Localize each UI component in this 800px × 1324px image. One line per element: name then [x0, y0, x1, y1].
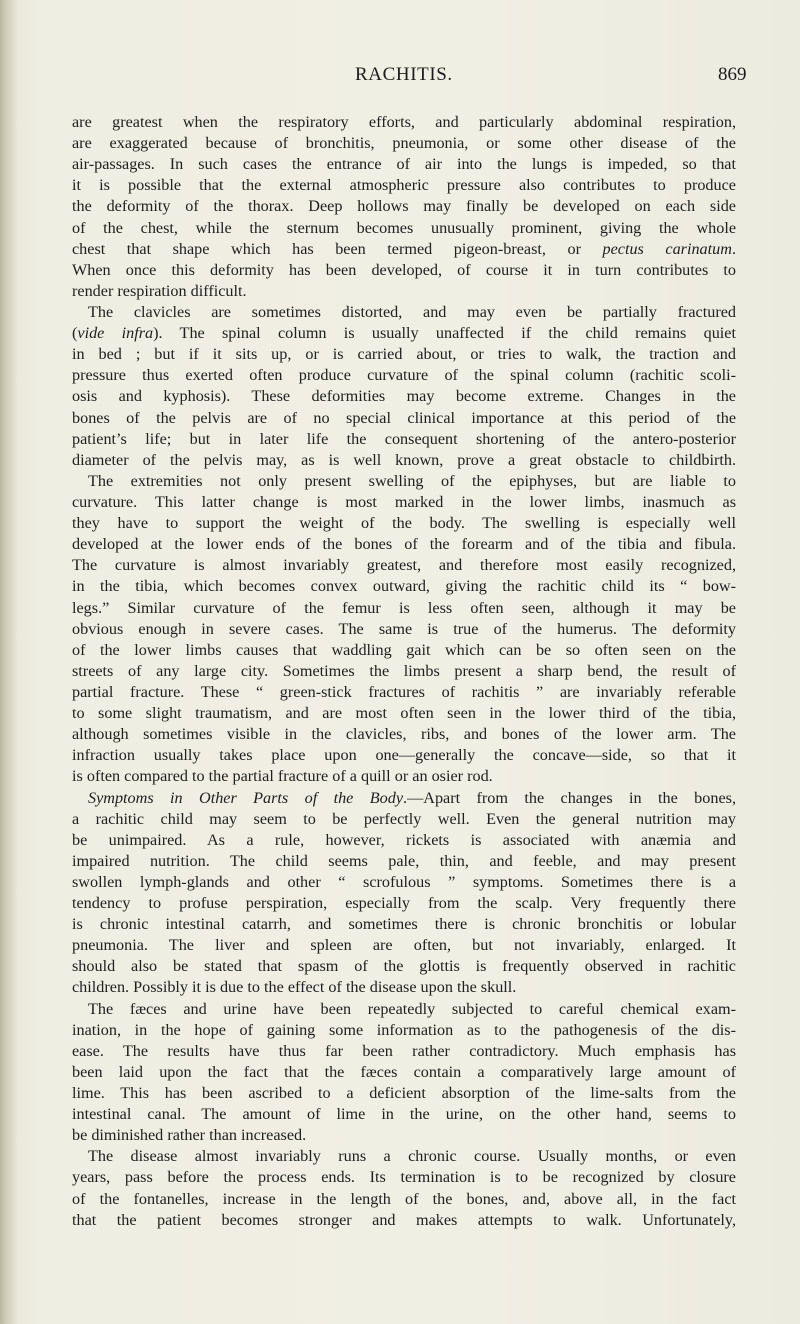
- text-line: in bed ; but if it sits up, or is carried about, or tries to walk, the traction and: [72, 345, 736, 364]
- text-line: obvious enough in severe cases. The same is true of the humerus. The deformity: [72, 619, 736, 638]
- text-line: although sometimes visible in the clavicles, ribs, and bones of the lower arm. The: [72, 725, 736, 744]
- binding-shadow: [0, 0, 18, 1324]
- text-line: pressure thus exerted often produce curvature of the spinal column (rachitic scoli-: [72, 366, 736, 385]
- text-line: developed at the lower ends of the bones of the forearm and of the tibia and fibula.: [72, 535, 736, 554]
- text-line: intestinal canal. The amount of lime in the urine, on the other hand, seems to: [72, 1105, 736, 1124]
- text-line: air-passages. In such cases the entrance of air into the lungs is impeded, so that: [72, 155, 736, 174]
- text-line: patient’s life; but in later life the consequent shortening of the antero-posterior: [72, 429, 736, 448]
- text-line: to some slight traumatism, and are most often seen in the lower third of the tibia,: [72, 704, 736, 723]
- text-line: years, pass before the process ends. Its termination is to be recognized by closure: [72, 1168, 736, 1187]
- text-line: The fæces and urine have been repeatedly subjected to careful chemical exam-: [88, 999, 736, 1018]
- text-line: bones of the pelvis are of no special clinical importance at this period of the: [72, 408, 736, 427]
- text-line: The clavicles are sometimes distorted, and may even be partially fractured: [88, 302, 736, 321]
- text-line: should also be stated that spasm of the glottis is frequently observed in rachitic: [72, 957, 736, 976]
- text-line: children. Possibly it is due to the effect of the disease upon the skull.: [72, 978, 517, 997]
- text-line: of the chest, while the sternum becomes unusually prominent, giving the whole: [72, 218, 736, 237]
- text-line: ease. The results have thus far been rather contradictory. Much emphasis has: [72, 1041, 736, 1060]
- text-line: it is possible that the external atmospheric pressure also contributes to produce: [72, 176, 736, 195]
- text-line: The curvature is almost invariably greatest, and therefore most easily recognized,: [72, 556, 736, 575]
- text-line: When once this deformity has been developed, of course it in turn contributes to: [72, 260, 736, 279]
- text-line: (vide infra). The spinal column is usually unaffected if the child remains quiet: [72, 324, 736, 343]
- text-line: they have to support the weight of the body. The swelling is especially well: [72, 514, 736, 533]
- text-line: tendency to profuse perspiration, especially from the scalp. Very frequently there: [72, 894, 736, 913]
- text-line: the deformity of the thorax. Deep hollows may finally be developed on each side: [72, 197, 736, 216]
- text-line: swollen lymph-glands and other “ scrofulous ” symptoms. Sometimes there is a: [72, 872, 736, 891]
- body-text: [72, 112, 736, 1231]
- text-line: partial fracture. These “ green-stick fractures of rachitis ” are invariably referable: [72, 682, 736, 701]
- text-line: been laid upon the fact that the fæces contain a comparatively large amount of: [72, 1062, 736, 1081]
- text-line: is often compared to the partial fracture of a quill or an osier rod.: [72, 767, 493, 786]
- text-line: streets of any large city. Sometimes the limbs present a sharp bend, the result of: [72, 661, 736, 680]
- text-line: is chronic intestinal catarrh, and sometimes there is chronic bronchitis or lobular: [72, 915, 736, 934]
- text-line: impaired nutrition. The child seems pale, thin, and feeble, and may present: [72, 851, 736, 870]
- text-line: curvature. This latter change is most marked in the lower limbs, inasmuch as: [72, 492, 736, 511]
- running-head-title: RACHITIS.: [355, 64, 453, 85]
- text-line: in the tibia, which becomes convex outward, giving the rachitic child its “ bow-: [72, 577, 736, 596]
- text-line: are greatest when the respiratory efforts, and particularly abdominal respiration,: [72, 113, 736, 131]
- text-line: infraction usually takes place upon one—generally the concave—side, so that it: [72, 746, 736, 765]
- page-number: 869: [718, 64, 747, 85]
- text-line: ination, in the hope of gaining some information as to the pathogenesis of the dis-: [72, 1020, 736, 1039]
- text-line: a rachitic child may seem to be perfectly well. Even the general nutrition may: [72, 809, 736, 828]
- text-line: Symptoms in Other Parts of the Body.—Apart from the changes in the bones,: [88, 788, 736, 807]
- text-line: that the patient becomes stronger and makes attempts to walk. Unfortunately,: [72, 1210, 736, 1229]
- text-line: The extremities not only present swelling of the epiphyses, but are liable to: [88, 471, 736, 490]
- text-line: diameter of the pelvis may, as is well known, prove a great obstacle to childbirth.: [72, 450, 736, 469]
- text-line: The disease almost invariably runs a chronic course. Usually months, or even: [88, 1147, 736, 1166]
- text-line: pneumonia. The liver and spleen are often, but not invariably, enlarged. It: [72, 936, 736, 955]
- text-line: legs.” Similar curvature of the femur is less often seen, although it may be: [72, 598, 736, 617]
- text-line: chest that shape which has been termed pigeon-breast, or pectus carinatum.: [72, 239, 736, 258]
- text-line: of the lower limbs causes that waddling gait which can be so often seen on the: [72, 640, 736, 659]
- text-line: of the fontanelles, increase in the length of the bones, and, above all, in the fact: [72, 1189, 736, 1208]
- text-line: osis and kyphosis). These deformities may become extreme. Changes in the: [72, 387, 736, 406]
- text-line: be diminished rather than increased.: [72, 1126, 307, 1145]
- text-line: render respiration difficult.: [72, 281, 247, 300]
- text-line: are exaggerated because of bronchitis, pneumonia, or some other disease of the: [72, 134, 736, 153]
- text-line: lime. This has been ascribed to a deficient absorption of the lime-salts from the: [72, 1084, 736, 1103]
- text-line: be unimpaired. As a rule, however, rickets is associated with anæmia and: [72, 830, 736, 849]
